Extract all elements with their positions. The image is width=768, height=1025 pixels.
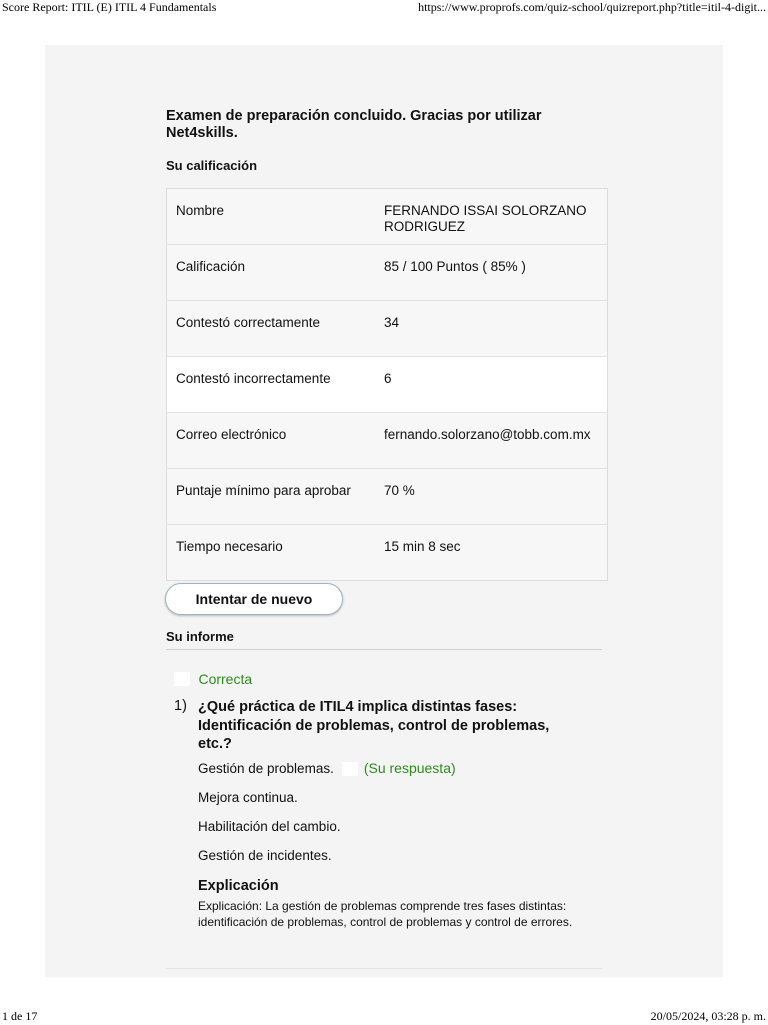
score-row-name — [167, 189, 608, 245]
answer-option-4: Gestión de incidentes. — [198, 848, 332, 863]
score-value-name: FERNANDO ISSAI SOLORZANO RODRIGUEZ — [375, 189, 608, 245]
score-value-correct: 34 — [375, 301, 608, 357]
score-row-time — [167, 525, 608, 581]
score-heading: Su calificación — [166, 158, 258, 173]
check-icon — [174, 672, 190, 686]
answer-option-3: Habilitación del cambio. — [198, 819, 341, 834]
selected-answer-icon — [342, 762, 358, 776]
explanation-text: Explicación: La gestión de problemas comprende tres fases distintas: identificación de problemas, control de problemas y control de errores. — [198, 899, 573, 929]
score-table — [166, 188, 608, 581]
email-value: fernando.solorzano@tobb.com.mx — [384, 427, 591, 442]
report-divider — [166, 649, 602, 650]
your-answer-label: (Su respuesta) — [363, 760, 456, 776]
print-datetime: 20/05/2024, 03:28 p. m. — [650, 1009, 766, 1023]
completion-message: Examen de preparación concluido. Gracias por utilizar Net4skills. — [166, 108, 542, 141]
score-label-correct: Contestó correctamente — [167, 301, 376, 357]
print-header-title: Score Report: ITIL (E) ITIL 4 Fundamentals — [2, 0, 217, 14]
retry-button[interactable]: Intentar de nuevo — [165, 583, 343, 615]
answer-option-1-label: Gestión de problemas. — [198, 761, 334, 776]
question-divider — [166, 968, 602, 969]
score-row-passing — [167, 469, 608, 525]
score-label-email: Correo electrónico — [167, 413, 376, 469]
score-row-grade — [167, 245, 608, 301]
correct-status — [174, 670, 252, 688]
score-value-email — [375, 413, 608, 469]
score-value-time: 15 min 8 sec — [375, 525, 608, 581]
page-counter: 1 de 17 — [2, 1009, 38, 1023]
score-row-correct — [167, 301, 608, 357]
answer-option-1 — [198, 760, 456, 776]
question-text: ¿Qué práctica de ITIL4 implica distintas fases: Identificación de problemas, control de problemas, etc.? — [198, 699, 550, 752]
score-label-name: Nombre — [167, 189, 376, 245]
print-header — [0, 0, 768, 16]
question-number: 1) — [174, 698, 187, 714]
score-label-time: Tiempo necesario — [167, 525, 376, 581]
explanation-title: Explicación — [198, 878, 279, 894]
print-header-url: https://www.proprofs.com/quiz-school/quizreport.php?title=itil-4-digit... — [418, 0, 766, 14]
score-row-email — [167, 413, 608, 469]
score-value-passing: 70 % — [375, 469, 608, 525]
report-heading: Su informe — [166, 629, 234, 644]
score-label-incorrect: Contestó incorrectamente — [167, 357, 376, 413]
score-label-grade: Calificación — [167, 245, 376, 301]
score-value-grade: 85 / 100 Puntos ( 85% ) — [375, 245, 608, 301]
score-value-incorrect: 6 — [375, 357, 608, 413]
score-label-passing: Puntaje mínimo para aprobar — [167, 469, 376, 525]
correct-status-label: Correcta — [198, 670, 253, 687]
print-footer — [0, 1009, 768, 1025]
score-row-incorrect — [167, 357, 608, 413]
answer-option-2: Mejora continua. — [198, 790, 298, 805]
